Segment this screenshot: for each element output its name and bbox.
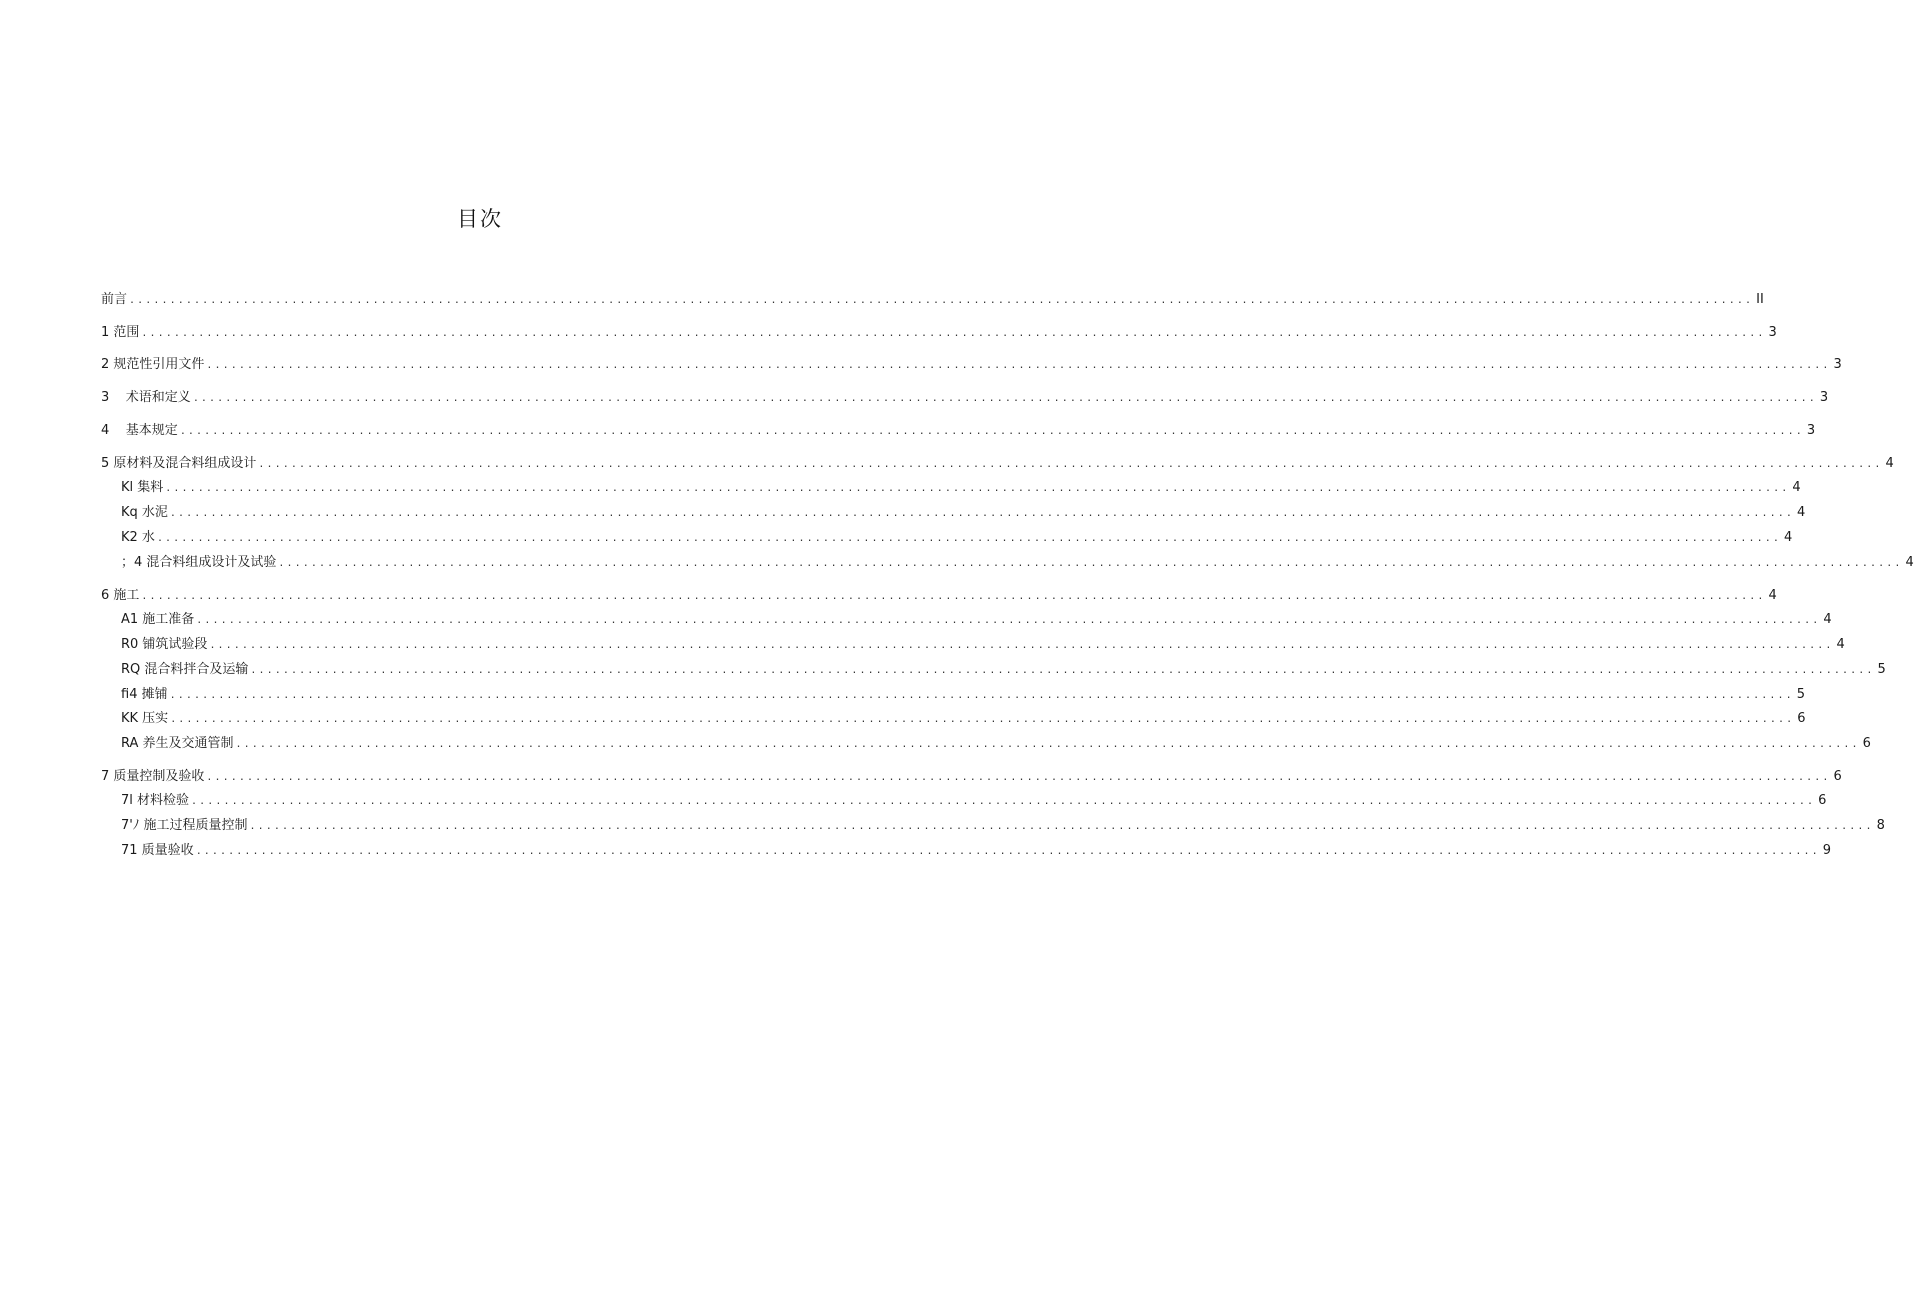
toc-entry-label: 4 基本规定: [101, 423, 178, 438]
toc-leader-dots: ........................................................................................................................................................................................................: [278, 558, 1903, 569]
toc-leader-dots: ........................................................................................................................................................................................................: [129, 295, 1754, 306]
toc-entry[interactable]: [101, 734, 1871, 754]
toc-entry-page: 4: [1885, 456, 1894, 471]
toc-entry-page: 4: [1905, 555, 1914, 570]
toc-entry-label: 5 原材料及混合料组成设计: [101, 456, 257, 471]
toc-leader-dots: ........................................................................................................................................................................................................: [191, 796, 1816, 807]
toc-entry-label: Kl 集料: [121, 480, 164, 495]
toc-leader-dots: ........................................................................................................................................................................................................: [206, 360, 1831, 371]
toc-entry-label: K2 水: [121, 530, 155, 545]
toc-entry[interactable]: [101, 290, 1764, 310]
toc-entry-page: 8: [1876, 818, 1885, 833]
toc-entry-label: RA 养生及交通管制: [121, 736, 234, 751]
toc-entry-label: 前言: [101, 292, 128, 307]
toc-entry[interactable]: [101, 791, 1827, 811]
toc-entry-page: 6: [1833, 769, 1842, 784]
toc-entry-page: II: [1756, 292, 1764, 307]
toc-entry-page: 4: [1797, 505, 1806, 520]
toc-entry-label: 7'ﾉ 施工过程质量控制: [121, 818, 248, 833]
toc-entry-label: A1 施工准备: [121, 612, 195, 627]
toc-entry[interactable]: [101, 841, 1832, 861]
toc-entry-page: 6: [1862, 736, 1871, 751]
toc-entry[interactable]: [101, 610, 1832, 630]
toc-entry-page: 3: [1833, 357, 1842, 372]
toc-entry-label: 3 术语和定义: [101, 390, 191, 405]
toc-entry-page: 3: [1768, 325, 1777, 340]
toc-entry-page: 4: [1792, 480, 1801, 495]
toc-entry[interactable]: [101, 355, 1842, 375]
toc-leader-dots: ........................................................................................................................................................................................................: [250, 665, 1875, 676]
toc-entry[interactable]: [101, 323, 1777, 343]
toc-entry-label: R0 铺筑试验段: [121, 637, 208, 652]
toc-entry-page: 3: [1819, 390, 1829, 405]
toc-entry[interactable]: [101, 528, 1793, 548]
toc-entry[interactable]: [101, 816, 1885, 836]
toc-entry-page: 9: [1822, 843, 1832, 858]
toc-entry-label: 6 施工: [101, 588, 140, 603]
toc-leader-dots: ........................................................................................................................................................................................................: [209, 640, 1834, 651]
toc-leader-dots: ........................................................................................................................................................................................................: [179, 426, 1804, 437]
toc-entry[interactable]: [101, 635, 1845, 655]
toc-entry-label: 2 规范性引用文件: [101, 357, 205, 372]
toc-entry-label: Kq 水泥: [121, 505, 168, 520]
toc-entry[interactable]: [101, 709, 1806, 729]
toc-entry[interactable]: [101, 553, 1914, 573]
toc-entry[interactable]: [101, 685, 1805, 705]
toc-leader-dots: ........................................................................................................................................................................................................: [169, 508, 1795, 519]
toc-entry-label: KK 压实: [121, 711, 169, 726]
toc-leader-dots: ........................................................................................................................................................................................................: [165, 483, 1790, 494]
toc-leader-dots: ........................................................................................................................................................................................................: [249, 821, 1874, 832]
toc-title: 目次: [457, 207, 503, 231]
toc-entry[interactable]: [101, 421, 1816, 441]
toc-leader-dots: ........................................................................................................................................................................................................: [235, 739, 1860, 750]
toc-leader-dots: ........................................................................................................................................................................................................: [170, 714, 1795, 725]
toc-entry[interactable]: [101, 767, 1842, 787]
toc-entry[interactable]: [101, 660, 1886, 680]
toc-leader-dots: ........................................................................................................................................................................................................: [192, 393, 1817, 404]
toc-leader-dots: ........................................................................................................................................................................................................: [169, 690, 1794, 701]
toc-entry-label: 7l 材料检验: [121, 793, 190, 808]
toc-leader-dots: ........................................................................................................................................................................................................: [141, 591, 1766, 602]
toc-entry-label: fi4 摊铺: [121, 687, 168, 702]
toc-entry-page: 4: [1768, 588, 1777, 603]
toc-entry[interactable]: [101, 503, 1806, 523]
toc-entry-page: 5: [1877, 662, 1886, 677]
toc-entry-label: 7 质量控制及验收: [101, 769, 205, 784]
toc-entry-label: 71 质量验收: [121, 843, 194, 858]
toc-entry-page: 4: [1784, 530, 1793, 545]
toc-entry[interactable]: [101, 388, 1829, 408]
toc-leader-dots: ........................................................................................................................................................................................................: [196, 615, 1821, 626]
toc-entry[interactable]: [101, 454, 1894, 474]
toc-entry[interactable]: [101, 478, 1801, 498]
toc-leader-dots: ........................................................................................................................................................................................................: [206, 772, 1831, 783]
toc-entry-page: 4: [1823, 612, 1832, 627]
toc-entry-page: 6: [1797, 711, 1806, 726]
toc-entry-label: ；4 混合料组成设计及试验: [121, 555, 277, 570]
toc-entry[interactable]: [101, 586, 1777, 606]
toc-entry-label: 1 范围: [101, 325, 140, 340]
toc-leader-dots: ........................................................................................................................................................................................................: [258, 459, 1883, 470]
toc-entry-page: 5: [1796, 687, 1805, 702]
toc-entry-page: 6: [1818, 793, 1827, 808]
toc-entry-page: 4: [1836, 637, 1845, 652]
toc-leader-dots: ........................................................................................................................................................................................................: [195, 846, 1820, 857]
toc-entry-label: RQ 混合料拌合及运输: [121, 662, 249, 677]
toc-leader-dots: ........................................................................................................................................................................................................: [156, 533, 1782, 544]
toc-entry-page: 3: [1806, 423, 1816, 438]
toc-leader-dots: ........................................................................................................................................................................................................: [141, 328, 1766, 339]
